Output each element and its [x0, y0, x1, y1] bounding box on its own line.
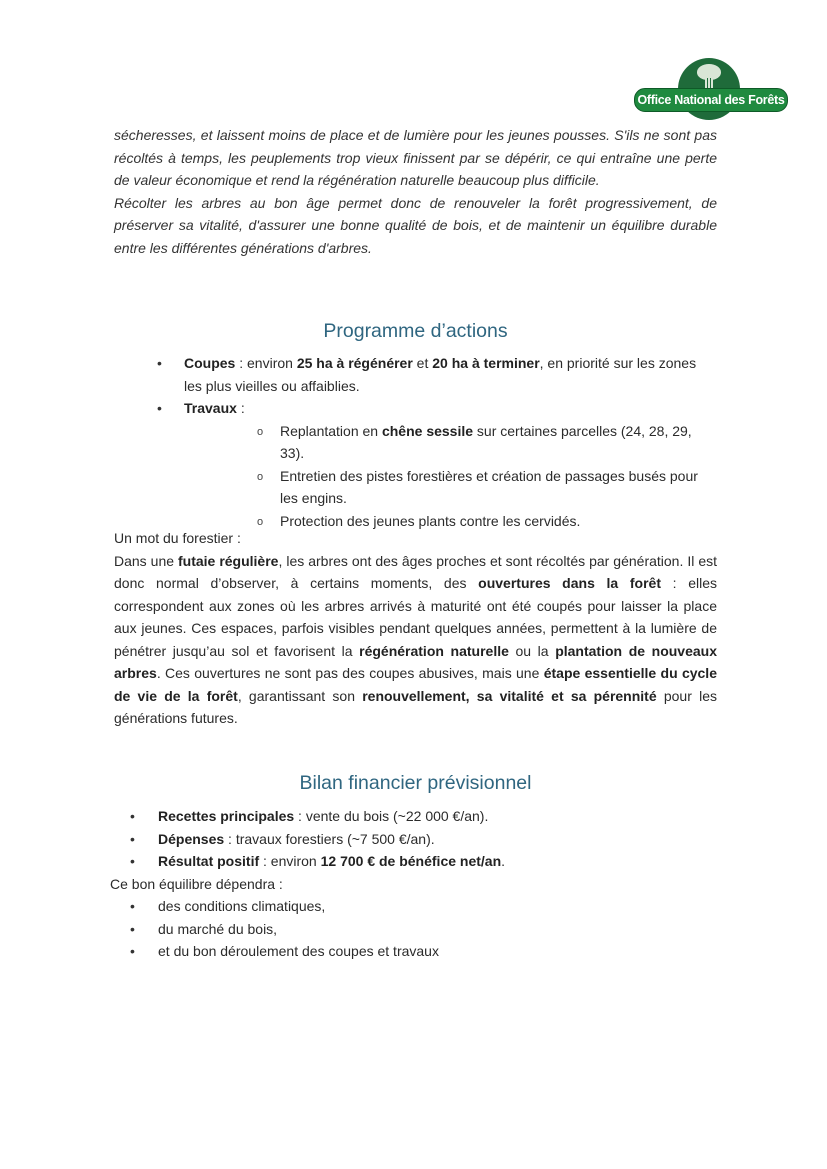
text-span: : environ [259, 853, 321, 869]
text-span: . Ces ouvertures ne sont pas des coupes abusives, mais une [156, 665, 544, 681]
intro-section [114, 124, 717, 259]
forestier-section [114, 527, 717, 730]
bold-span: plantation de nouveaux arbres [114, 642, 717, 681]
tree-trunk-icon [705, 78, 713, 88]
coupes-label: Coupes [184, 355, 236, 371]
programme-section [136, 352, 717, 532]
bilan-lead: Ce bon équilibre dépendra : [110, 875, 283, 892]
list-item: • des conditions climatiques, [112, 895, 717, 918]
text-span: , les arbres ont des âges proches et sont récoltés par génération. Il est donc normal d’observer, à certains moments, des [114, 552, 717, 591]
list-item-coupes [136, 352, 717, 397]
logo-text: Office National des Forêts [634, 88, 788, 112]
list-item-recettes [112, 805, 717, 828]
text-span: pour les générations futures. [114, 687, 717, 726]
bold-span: Résultat positif [158, 853, 260, 869]
text-span: . [501, 853, 506, 869]
bold-span: renouvellement, sa vitalité et sa pérennité [362, 687, 657, 704]
text-span: Protection des jeunes plants contre les cervidés. [280, 512, 581, 529]
list-item: • du marché du bois, [112, 918, 717, 941]
forestier-paragraph [114, 550, 717, 730]
intro-paragraph-1: sécheresses, et laissent moins de place et de lumière pour les jeunes pousses. S'ils ne sont pas récoltés à temps, les peuplements trop vieux finissent par se dépérir, ce qui entraîne une perte de valeur économique et rend la régénération naturelle beaucoup plus difficile. [114, 127, 717, 188]
bold-span: 25 ha à régénérer [296, 355, 413, 371]
sublist-item [232, 465, 717, 510]
bold-span: 12 700 € de bénéfice net/an [320, 853, 502, 869]
text-span: : [236, 400, 245, 416]
bilan-list [112, 805, 717, 873]
travaux-label: Travaux [184, 400, 237, 416]
bold-span: futaie régulière [178, 552, 279, 569]
bold-span: ouvertures dans la forêt [478, 575, 661, 591]
text-span: Entretien des pistes forestières et création de passages busés pour les engins. [280, 467, 698, 506]
onf-logo [634, 58, 786, 112]
text-span: , en priorité sur les zones les plus vieilles ou affaiblies. [184, 355, 697, 394]
programme-heading: Programme d’actions [323, 320, 508, 342]
text-span: : elles correspondent aux zones où les arbres arrivés à maturité ont été coupés pour laisser la place aux jeunes. Ces espaces, parfois visibles pendant quelques années, permettent à la lumière de pénétrer jusqu’au sol et favorisent la [114, 575, 718, 659]
list-item-resultat [112, 850, 717, 873]
text-span: : vente du bois (~22 000 €/an). [294, 808, 489, 824]
intro-paragraph-2: Récolter les arbres au bon âge permet donc de renouveler la forêt progressivement, de préserver sa vitalité, d'assurer une bonne qualité de bois, et de maintenir un équilibre durable entre les différentes générations d'arbres. [114, 194, 717, 256]
text-span: , garantissant son [237, 687, 363, 704]
travaux-sublist [184, 420, 717, 533]
text-span: et [412, 355, 433, 371]
sublist-item [232, 420, 717, 465]
bold-span: étape essentielle du cycle de vie de la forêt [114, 665, 717, 704]
bold-span: Dépenses [158, 830, 225, 847]
bilan-section [112, 805, 717, 963]
text-span: Dans une [114, 552, 178, 569]
bilan-heading: Bilan financier prévisionnel [299, 772, 532, 794]
text-span: Replantation en [280, 422, 382, 439]
conditions-list [112, 895, 717, 963]
text-span: : travaux forestiers (~7 500 €/an). [224, 830, 435, 847]
text-span: sur certaines parcelles (24, 28, 29, 33). [280, 422, 692, 461]
list-item-depenses [112, 828, 717, 851]
bold-span: 20 ha à terminer [432, 355, 540, 371]
bold-span: régénération naturelle [359, 642, 509, 659]
text-span: ou la [508, 642, 556, 659]
list-item-travaux [136, 397, 717, 532]
programme-list [136, 352, 717, 532]
list-item: • et du bon déroulement des coupes et travaux [112, 940, 717, 963]
forestier-intro: Un mot du forestier : [114, 530, 241, 546]
text-span: : environ [235, 355, 297, 371]
bold-span: Recettes principales [158, 808, 295, 824]
bold-span: chêne sessile [381, 422, 474, 439]
